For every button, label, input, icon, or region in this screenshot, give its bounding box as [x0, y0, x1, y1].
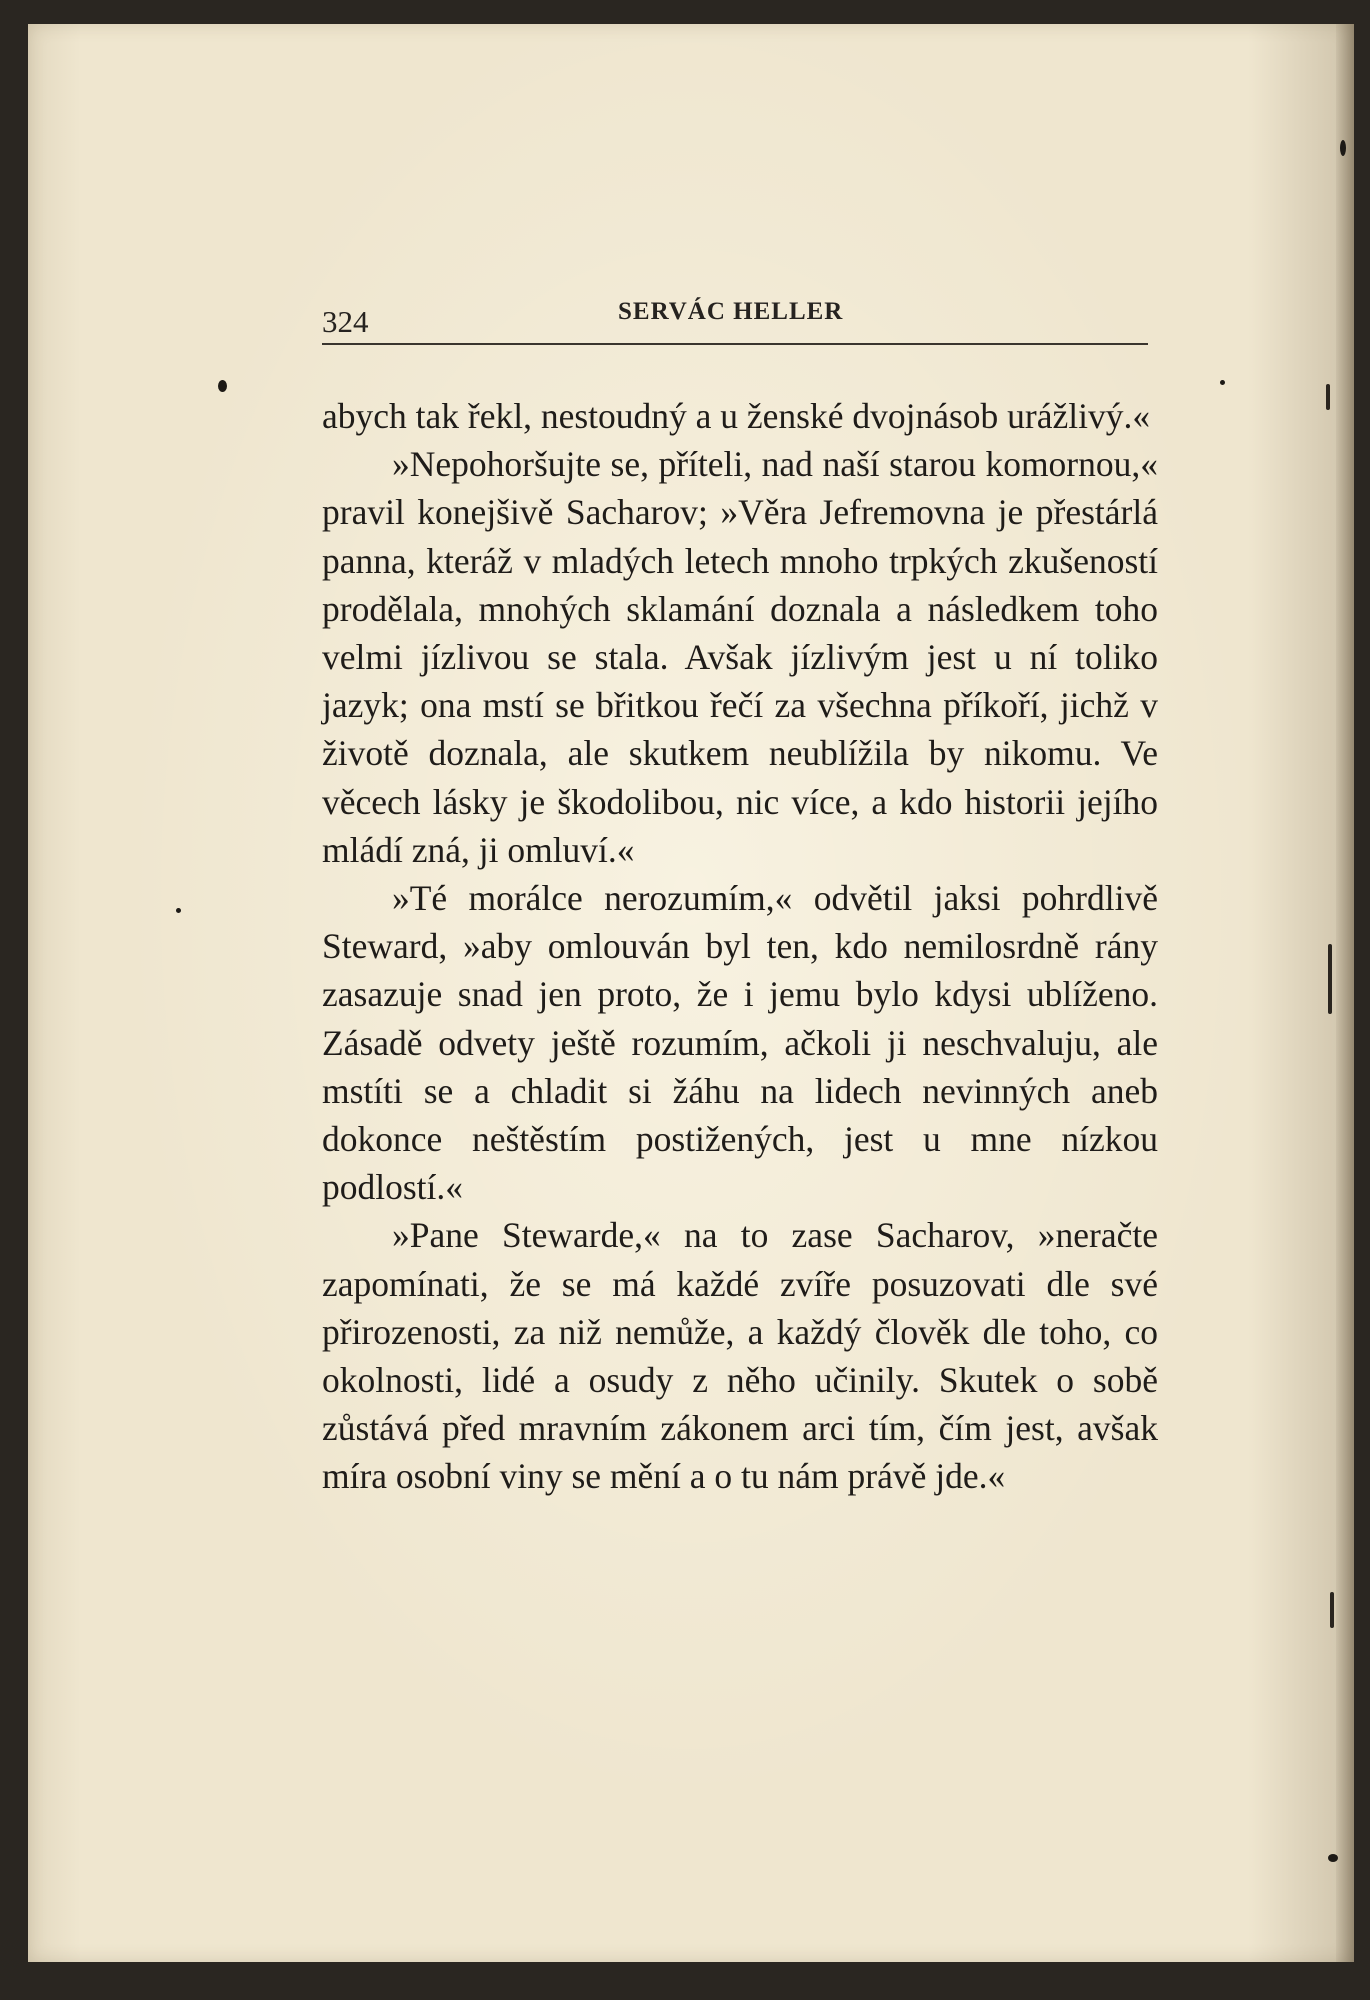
paragraph: abych tak řekl, nestoudný a u ženské dvojnásob urážlivý.«: [322, 396, 1151, 436]
ink-speck: [176, 908, 181, 913]
margin-mark: [1328, 944, 1332, 1014]
ink-speck: [1328, 1854, 1338, 1862]
paragraph: »Pane Stewarde,« na to zase Sacharov, »neračte zapomínati, že se má každé zvíře posuzovati dle své přirozenosti, za niž nemůže, a každý člověk dle toho, co okolnosti, lidé a osudy z něho učinily. Skutek o sobě zůstává před mravním zákonem arci tím, čím jest, avšak míra osobní viny se mění a o tu nám právě jde.«: [322, 1215, 1158, 1497]
ink-speck: [218, 380, 227, 392]
book-page: [28, 24, 1354, 1962]
page-header: [296, 272, 1152, 342]
margin-mark: [1330, 1592, 1334, 1628]
paragraph: »Nepohoršujte se, příteli, nad naší starou komornou,« pravil konejšivě Sacharov; »Věra Jefremovna je přestárlá panna, kteráž v mladých letech mnoho trpkých zkušeností prodělala, mnohých sklamání doznala a následkem toho velmi jízlivou se stala. Avšak jízlivým jest u ní toliko jazyk; ona mstí se břitkou řečí za všechna příkoří, jichž v životě doznala, ale skutkem neublížila by nikomu. Ve věcech lásky je škodolibou, nic více, a kdo historii jejího mládí zná, ji omluví.«: [322, 444, 1158, 870]
ink-speck: [1220, 380, 1225, 385]
header-rule: [322, 343, 1148, 345]
text-body: [322, 392, 1158, 1501]
page-number: 324: [322, 304, 369, 339]
margin-mark: [1326, 384, 1330, 410]
paragraph: »Té morálce nerozumím,« odvětil jaksi pohrdlivě Steward, »aby omlouván byl ten, kdo nemilosrdně rány zasazuje snad jen proto, že i jemu bylo kdysi ublíženo. Zásadě odvety ještě rozumím, ačkoli ji neschvaluju, ale mstíti se a chladit si žáhu na lidech nevinných aneb dokonce neštěstím postižených, jest u mne nízkou podlostí.«: [322, 878, 1158, 1208]
page-gutter-shadow: [1336, 24, 1354, 1962]
running-title: SERVÁC HELLER: [618, 298, 844, 325]
ink-speck: [1340, 140, 1346, 156]
